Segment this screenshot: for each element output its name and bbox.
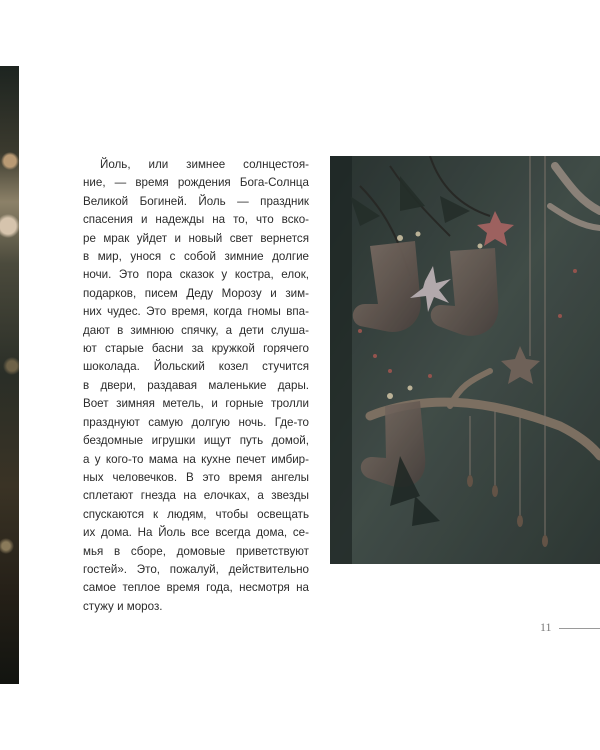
- text-line: стужу и мороз.: [83, 599, 163, 613]
- text-line: ют старые басни за кружкой горячего: [83, 342, 309, 356]
- text-line: в мир, унося с собой зимние долгие: [83, 250, 309, 264]
- text-line: празднуют самую долгую ночь. Где-то: [83, 415, 309, 429]
- text-line: подарков, писем Деду Морозу и зим-: [83, 286, 309, 300]
- text-line: дают в зимнюю спячку, а дети слуша-: [83, 323, 309, 337]
- text-line: самое теплое время года, несмотря на: [83, 581, 309, 595]
- text-line: а у кого-то мама на кухне печет имбир-: [83, 452, 309, 466]
- page-number: 11: [540, 620, 552, 634]
- text-line: Великой Богиней. Йоль — праздник: [83, 194, 309, 208]
- text-line: их дома. На Йоль все всегда дома, се-: [83, 526, 309, 540]
- text-line: мья в сборе, домовые приветствуют: [83, 544, 309, 558]
- text-line: спасения и надежды на то, что вско-: [83, 213, 309, 227]
- text-line: гостей». Это, пожалуй, действительно: [83, 562, 309, 576]
- text-line: ние, — время рождения Бога-Солнца: [83, 176, 309, 190]
- text-line: сплетают гнезда на елочках, а звезды: [83, 489, 309, 503]
- text-line: Воет зимняя метель, и горные тролли: [83, 397, 309, 411]
- text-line: Йоль, или зимнее солнцестоя-: [100, 158, 309, 171]
- text-line: ночи. Это пора сказок у костра, елок,: [83, 268, 309, 282]
- text-line: в двери, раздавая маленькие дары.: [83, 378, 309, 392]
- text-line: них чудес. Это время, когда гномы впа-: [83, 305, 309, 319]
- left-page-photo-edge: [0, 66, 19, 684]
- body-paragraph: [83, 156, 309, 616]
- text-line: ных человечков. В это время ангелы: [83, 470, 309, 484]
- page-number-rule: [559, 628, 600, 629]
- text-line: спускаются к людям, чтобы освещать: [83, 507, 309, 521]
- text-line: шоколада. Йольский козел стучится: [83, 360, 309, 374]
- christmas-stockings-photo: [330, 156, 600, 564]
- text-line: ре мрак уйдет и новый свет вернется: [83, 231, 309, 245]
- text-line: бездомные игрушки ищут путь домой,: [83, 434, 309, 448]
